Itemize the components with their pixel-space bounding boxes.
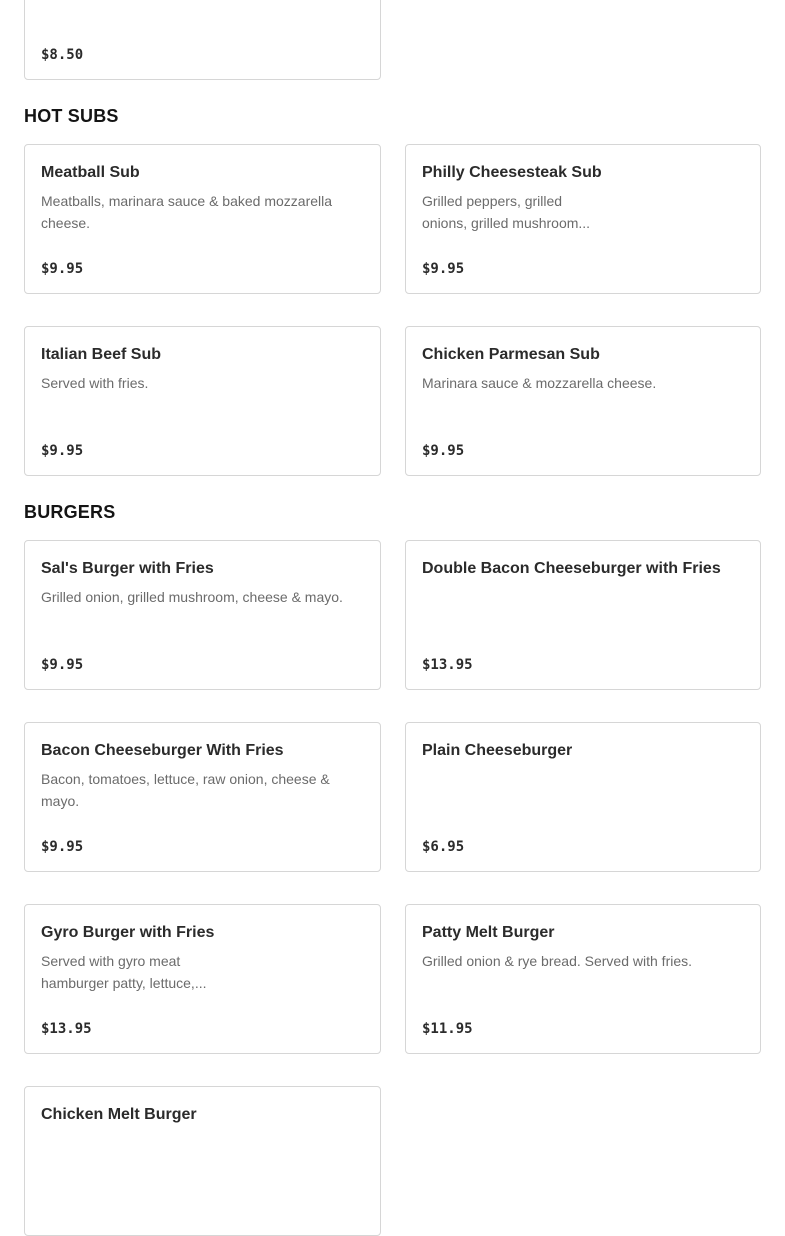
menu-item-name: Patty Melt Burger <box>422 924 555 941</box>
menu-item-description: Marinara sauce & mozzarella cheese. <box>422 375 657 391</box>
menu-item-chicken-melt-burger[interactable] <box>24 1086 381 1236</box>
menu-item-name: Chicken Melt Burger <box>41 1106 197 1123</box>
menu-item-name: Meatball Sub <box>41 164 140 181</box>
menu-item-description: Grilled onion, grilled mushroom, cheese & mayo. <box>41 589 343 605</box>
menu-item-name: Plain Cheeseburger <box>422 742 573 759</box>
menu-item-italian-beef-sub[interactable] <box>24 326 381 476</box>
menu-item-price: $13.95 <box>41 1021 92 1037</box>
menu-item-meatball-sub[interactable] <box>24 144 381 294</box>
menu-item-price: $9.95 <box>41 657 84 673</box>
menu-item-price: $11.95 <box>422 1021 473 1037</box>
menu-item-name: Double Bacon Cheeseburger with Fries <box>422 560 721 577</box>
section-title-hot-subs: HOT SUBS <box>24 106 119 126</box>
menu-item-price: $8.50 <box>41 47 84 63</box>
menu-item-sals-burger[interactable] <box>24 540 381 690</box>
menu-item-price: $13.95 <box>422 657 473 673</box>
menu-item-description: Grilled onion & rye bread. Served with fries. <box>422 953 693 969</box>
menu-item-price: $9.95 <box>41 443 84 459</box>
menu-item-price: $9.95 <box>422 443 465 459</box>
menu-item-gyro-burger[interactable] <box>24 904 381 1054</box>
menu-item-price: $9.95 <box>41 261 84 277</box>
menu-item-price: $6.95 <box>422 839 465 855</box>
menu-item-name: Chicken Parmesan Sub <box>422 346 600 363</box>
menu-item-description: Served with fries. <box>41 375 149 391</box>
menu-item-description: Served with gyro meat hamburger patty, lettuce,... <box>41 953 207 991</box>
menu-item-name: Philly Cheesesteak Sub <box>422 164 602 181</box>
menu-item-price: $9.95 <box>422 261 465 277</box>
menu-item-card[interactable] <box>24 0 381 80</box>
menu-item-description: Bacon, tomatoes, lettuce, raw onion, cheese & mayo. <box>41 771 330 809</box>
menu-item-name: Bacon Cheeseburger With Fries <box>41 742 284 759</box>
menu-item-philly-cheesesteak-sub[interactable] <box>405 144 761 294</box>
section-title-burgers: BURGERS <box>24 502 116 522</box>
menu-item-name: Gyro Burger with Fries <box>41 924 215 941</box>
menu-item-chicken-parmesan-sub[interactable] <box>405 326 761 476</box>
menu-item-description: Meatballs, marinara sauce & baked mozzarella cheese. <box>41 193 333 231</box>
menu-item-name: Sal's Burger with Fries <box>41 560 214 577</box>
menu-item-price: $9.95 <box>41 839 84 855</box>
menu-item-double-bacon-cheeseburger[interactable] <box>405 540 761 690</box>
menu-item-bacon-cheeseburger[interactable] <box>24 722 381 872</box>
menu-item-plain-cheeseburger[interactable] <box>405 722 761 872</box>
menu-item-name: Italian Beef Sub <box>41 346 162 363</box>
menu-item-description: Grilled peppers, grilled onions, grilled mushroom... <box>422 193 591 231</box>
menu-item-patty-melt-burger[interactable] <box>405 904 761 1054</box>
